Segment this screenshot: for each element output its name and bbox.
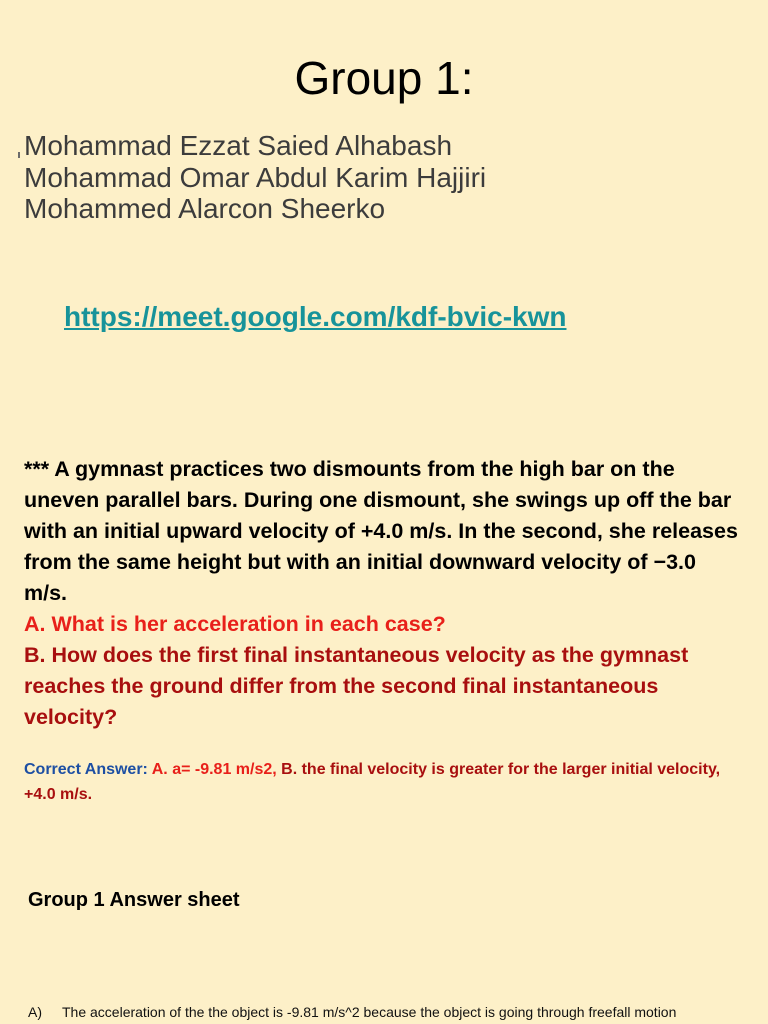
bullet-mark [18,152,20,158]
page-title: Group 1: [294,52,474,104]
answer-item-text: The acceleration of the the object is -9.81 m/s^2 because the object is going through freefall motion [62,1004,677,1020]
correct-answer [24,758,744,807]
meet-link[interactable]: https://meet.google.com/kdf-bvic-kwn [64,301,567,332]
question-part-b: B. How does the first final instantaneous velocity as the gymnast reaches the ground differ from the second final instantaneous velocity? [24,643,689,729]
question-block [24,454,744,733]
answer-sheet-title: Group 1 Answer sheet [28,889,240,911]
question-body: A gymnast practices two dismounts from the high bar on the uneven parallel bars. During one dismount, she swings up off the bar with an initial upward velocity of +4.0 m/s. In the second, she releases from the same height but with an initial downward velocity of −3.0 m/s. [24,457,738,605]
answer-sheet-item-a [28,1002,748,1022]
correct-answer-label: Correct Answer: [24,761,148,778]
member-name: Mohammad Omar Abdul Karim Hajjiri [24,162,487,193]
member-name: Mohammad Ezzat Saied Alhabash [24,130,453,161]
correct-answer-b: B. the final velocity is greater for the larger initial velocity, +4.0 m/s. [24,761,721,803]
question-stars: *** [24,457,55,481]
correct-answer-a: A. a= -9.81 m/s2, [147,761,277,778]
member-name: Mohammed Alarcon Sheerko [24,193,386,224]
question-part-a: A. What is her acceleration in each case? [24,612,446,636]
answer-item-letter: A) [28,1004,42,1020]
